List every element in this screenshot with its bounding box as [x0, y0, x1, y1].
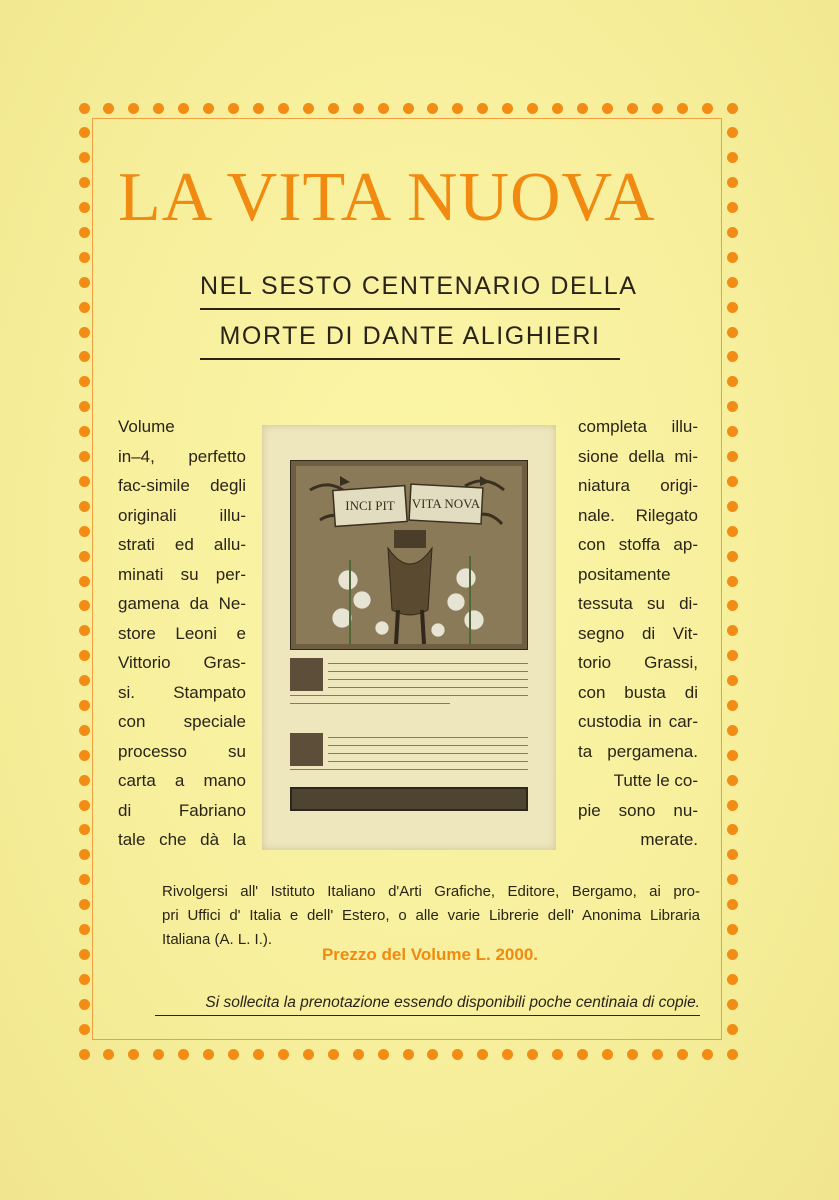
border-dot	[303, 1049, 314, 1060]
border-dot	[727, 800, 738, 811]
page-title: LA VITA NUOVA	[118, 159, 656, 236]
border-dot	[652, 1049, 663, 1060]
border-dot	[79, 824, 90, 835]
description-right-column	[578, 412, 698, 855]
text-line-mark	[328, 671, 528, 672]
border-dot	[727, 127, 738, 138]
border-dot	[727, 750, 738, 761]
border-dot	[702, 103, 713, 114]
border-dot	[727, 600, 738, 611]
border-dot	[353, 103, 364, 114]
border-dot	[79, 351, 90, 362]
border-dot	[353, 1049, 364, 1060]
border-dot	[502, 103, 513, 114]
border-dot	[303, 103, 314, 114]
border-dot	[79, 675, 90, 686]
border-dot	[228, 103, 239, 114]
border-dot	[79, 600, 90, 611]
border-dot	[79, 974, 90, 985]
border-dot	[228, 1049, 239, 1060]
text-line: strati ed allu-	[118, 535, 246, 554]
border-dot	[278, 103, 289, 114]
text-line: completa illu-	[578, 417, 698, 436]
subtitle-line-1: NEL SESTO CENTENARIO DELLA	[200, 272, 638, 300]
text-line: Volume	[118, 417, 175, 436]
border-dot	[727, 526, 738, 537]
subtitle-line-2: MORTE DI DANTE ALIGHIERI	[219, 322, 601, 350]
border-dot	[527, 1049, 538, 1060]
border-dot	[727, 1024, 738, 1035]
text-line-mark	[328, 679, 528, 680]
text-line: ta pergamena.	[578, 741, 698, 761]
border-dot	[727, 1049, 738, 1060]
ornamental-band	[290, 787, 528, 811]
text-line-mark	[290, 769, 528, 770]
border-dot	[502, 1049, 513, 1060]
border-dot	[79, 252, 90, 263]
border-dot	[727, 576, 738, 587]
border-dot	[79, 899, 90, 910]
illustration-plate	[262, 425, 556, 850]
text-line-mark	[328, 687, 528, 688]
border-dot	[378, 1049, 389, 1060]
address-line-3: Italiana (A. L. I.).	[162, 931, 273, 948]
border-dot	[79, 625, 90, 636]
text-line: in–4, perfetto	[118, 446, 246, 466]
border-dot	[677, 1049, 688, 1060]
banner-right-text: VITA NOVA	[411, 496, 481, 511]
border-dot	[477, 103, 488, 114]
border-dot	[727, 252, 738, 263]
text-line-mark	[328, 745, 528, 746]
border-dot	[727, 949, 738, 960]
border-dot	[79, 1024, 90, 1035]
miniature-illustration	[290, 460, 528, 650]
text-line: merate.	[640, 830, 698, 849]
border-dot	[727, 426, 738, 437]
text-line: tessuta su di-	[578, 594, 698, 613]
border-dot	[727, 974, 738, 985]
price-line: Prezzo del Volume L. 2000.	[321, 945, 539, 964]
text-line: nale. Rilegato	[578, 505, 698, 525]
border-dot	[79, 849, 90, 860]
notice-rule	[155, 1015, 700, 1016]
border-dot	[79, 526, 90, 537]
border-dot	[79, 725, 90, 736]
border-dot	[627, 103, 638, 114]
text-line: sione della mi-	[578, 446, 698, 466]
border-dot	[79, 999, 90, 1010]
border-dot	[452, 103, 463, 114]
border-dot	[452, 1049, 463, 1060]
text-line: store Leoni e	[118, 623, 246, 643]
text-line: si. Stampato	[118, 682, 246, 702]
text-line-mark	[290, 695, 528, 696]
border-dot	[403, 103, 414, 114]
text-line: processo su	[118, 741, 246, 761]
border-dot	[178, 103, 189, 114]
border-dot	[79, 127, 90, 138]
border-dot	[79, 924, 90, 935]
border-dot	[727, 700, 738, 711]
text-line: carta a mano	[118, 771, 246, 790]
border-dot	[602, 103, 613, 114]
border-dot	[79, 202, 90, 213]
border-dot	[153, 103, 164, 114]
text-line: con busta di	[578, 682, 698, 702]
border-dot	[652, 103, 663, 114]
border-dot	[128, 103, 139, 114]
border-dot	[203, 1049, 214, 1060]
banner-left-text: INCI PIT	[345, 498, 395, 513]
border-dot	[727, 625, 738, 636]
border-dot	[727, 501, 738, 512]
border-dot	[727, 227, 738, 238]
border-dot	[552, 103, 563, 114]
border-dot	[727, 675, 738, 686]
border-dot	[79, 401, 90, 412]
border-dot	[79, 327, 90, 338]
border-dot	[727, 401, 738, 412]
text-line: positamente	[578, 564, 671, 584]
text-line: segno di Vit-	[578, 623, 698, 643]
border-dot	[727, 899, 738, 910]
border-dot	[79, 1049, 90, 1060]
border-dot	[727, 824, 738, 835]
text-line: Vittorio Gras-	[118, 653, 246, 672]
border-dot	[278, 1049, 289, 1060]
border-dot	[727, 351, 738, 362]
border-dot	[727, 277, 738, 288]
border-dot	[79, 376, 90, 387]
border-dot	[702, 1049, 713, 1060]
border-dot	[727, 177, 738, 188]
subtitle-rule-1	[200, 308, 620, 310]
border-dot	[79, 650, 90, 661]
text-line: tale che dà la	[118, 830, 246, 849]
border-dot	[79, 750, 90, 761]
border-dot	[178, 1049, 189, 1060]
border-dot	[79, 775, 90, 786]
border-dot	[727, 849, 738, 860]
text-line-mark	[328, 761, 528, 762]
decorated-initial-1	[290, 658, 323, 691]
address-line-2: pri Uffici d' Italia e dell' Estero, o alle varie Librerie dell' Anonima Libraria	[162, 907, 700, 924]
text-line: Tutte le co-	[613, 771, 698, 790]
reservation-notice: Si sollecita la prenotazione essendo disponibili poche centinaia di copie.	[205, 994, 700, 1011]
border-dot	[79, 949, 90, 960]
decorated-initial-2	[290, 733, 323, 766]
border-dot	[203, 103, 214, 114]
border-dot	[79, 451, 90, 462]
border-dot	[727, 650, 738, 661]
text-line-mark	[290, 703, 450, 704]
border-dot	[79, 227, 90, 238]
border-dot	[79, 476, 90, 487]
border-dot	[403, 1049, 414, 1060]
border-dot	[727, 999, 738, 1010]
description-left-column	[118, 412, 246, 855]
border-dot	[103, 103, 114, 114]
border-dot	[727, 202, 738, 213]
text-line: originali illu-	[118, 505, 246, 525]
border-dot	[153, 1049, 164, 1060]
border-dot	[727, 376, 738, 387]
border-dot	[427, 103, 438, 114]
border-dot	[79, 277, 90, 288]
text-line: con speciale	[118, 712, 246, 731]
border-dot	[103, 1049, 114, 1060]
border-dot	[79, 426, 90, 437]
text-line: gamena da Ne-	[118, 594, 246, 613]
border-dot	[79, 576, 90, 587]
border-dot	[79, 551, 90, 562]
text-line: fac-simile degli	[118, 476, 246, 495]
border-dot	[527, 103, 538, 114]
border-dot	[727, 302, 738, 313]
border-dot	[328, 103, 339, 114]
border-dot	[79, 874, 90, 885]
text-line-mark	[328, 753, 528, 754]
border-dot	[602, 1049, 613, 1060]
border-dot	[727, 874, 738, 885]
border-dot	[427, 1049, 438, 1060]
border-dot	[552, 1049, 563, 1060]
border-dot	[378, 103, 389, 114]
border-dot	[727, 476, 738, 487]
text-line: minati su per-	[118, 564, 246, 584]
border-dot	[79, 152, 90, 163]
border-dot	[477, 1049, 488, 1060]
border-dot	[328, 1049, 339, 1060]
publisher-address	[162, 880, 700, 952]
text-line: torio Grassi,	[578, 653, 698, 672]
border-dot	[577, 1049, 588, 1060]
address-line-1: Rivolgersi all' Istituto Italiano d'Arti Grafiche, Editore, Bergamo, ai pro-	[162, 883, 700, 900]
border-dot	[577, 103, 588, 114]
border-dot	[727, 924, 738, 935]
border-dot	[253, 103, 264, 114]
border-dot	[727, 551, 738, 562]
border-dot	[727, 152, 738, 163]
border-dot	[727, 725, 738, 736]
subtitle-rule-2	[200, 358, 620, 360]
text-line: di Fabriano	[118, 800, 246, 820]
border-dot	[627, 1049, 638, 1060]
border-dot	[253, 1049, 264, 1060]
text-line: niatura origi-	[578, 476, 698, 495]
border-dot	[128, 1049, 139, 1060]
border-dot	[727, 327, 738, 338]
border-dot	[79, 501, 90, 512]
border-dot	[677, 103, 688, 114]
border-dot	[727, 451, 738, 462]
border-dot	[727, 103, 738, 114]
border-dot	[79, 177, 90, 188]
text-line: custodia in car-	[578, 712, 698, 731]
text-line-mark	[328, 663, 528, 664]
border-dot	[79, 103, 90, 114]
border-dot	[79, 700, 90, 711]
text-line: con stoffa ap-	[578, 535, 698, 554]
border-dot	[727, 775, 738, 786]
text-line-mark	[328, 737, 528, 738]
border-dot	[79, 302, 90, 313]
border-dot	[79, 800, 90, 811]
text-line: pie sono nu-	[578, 800, 698, 820]
